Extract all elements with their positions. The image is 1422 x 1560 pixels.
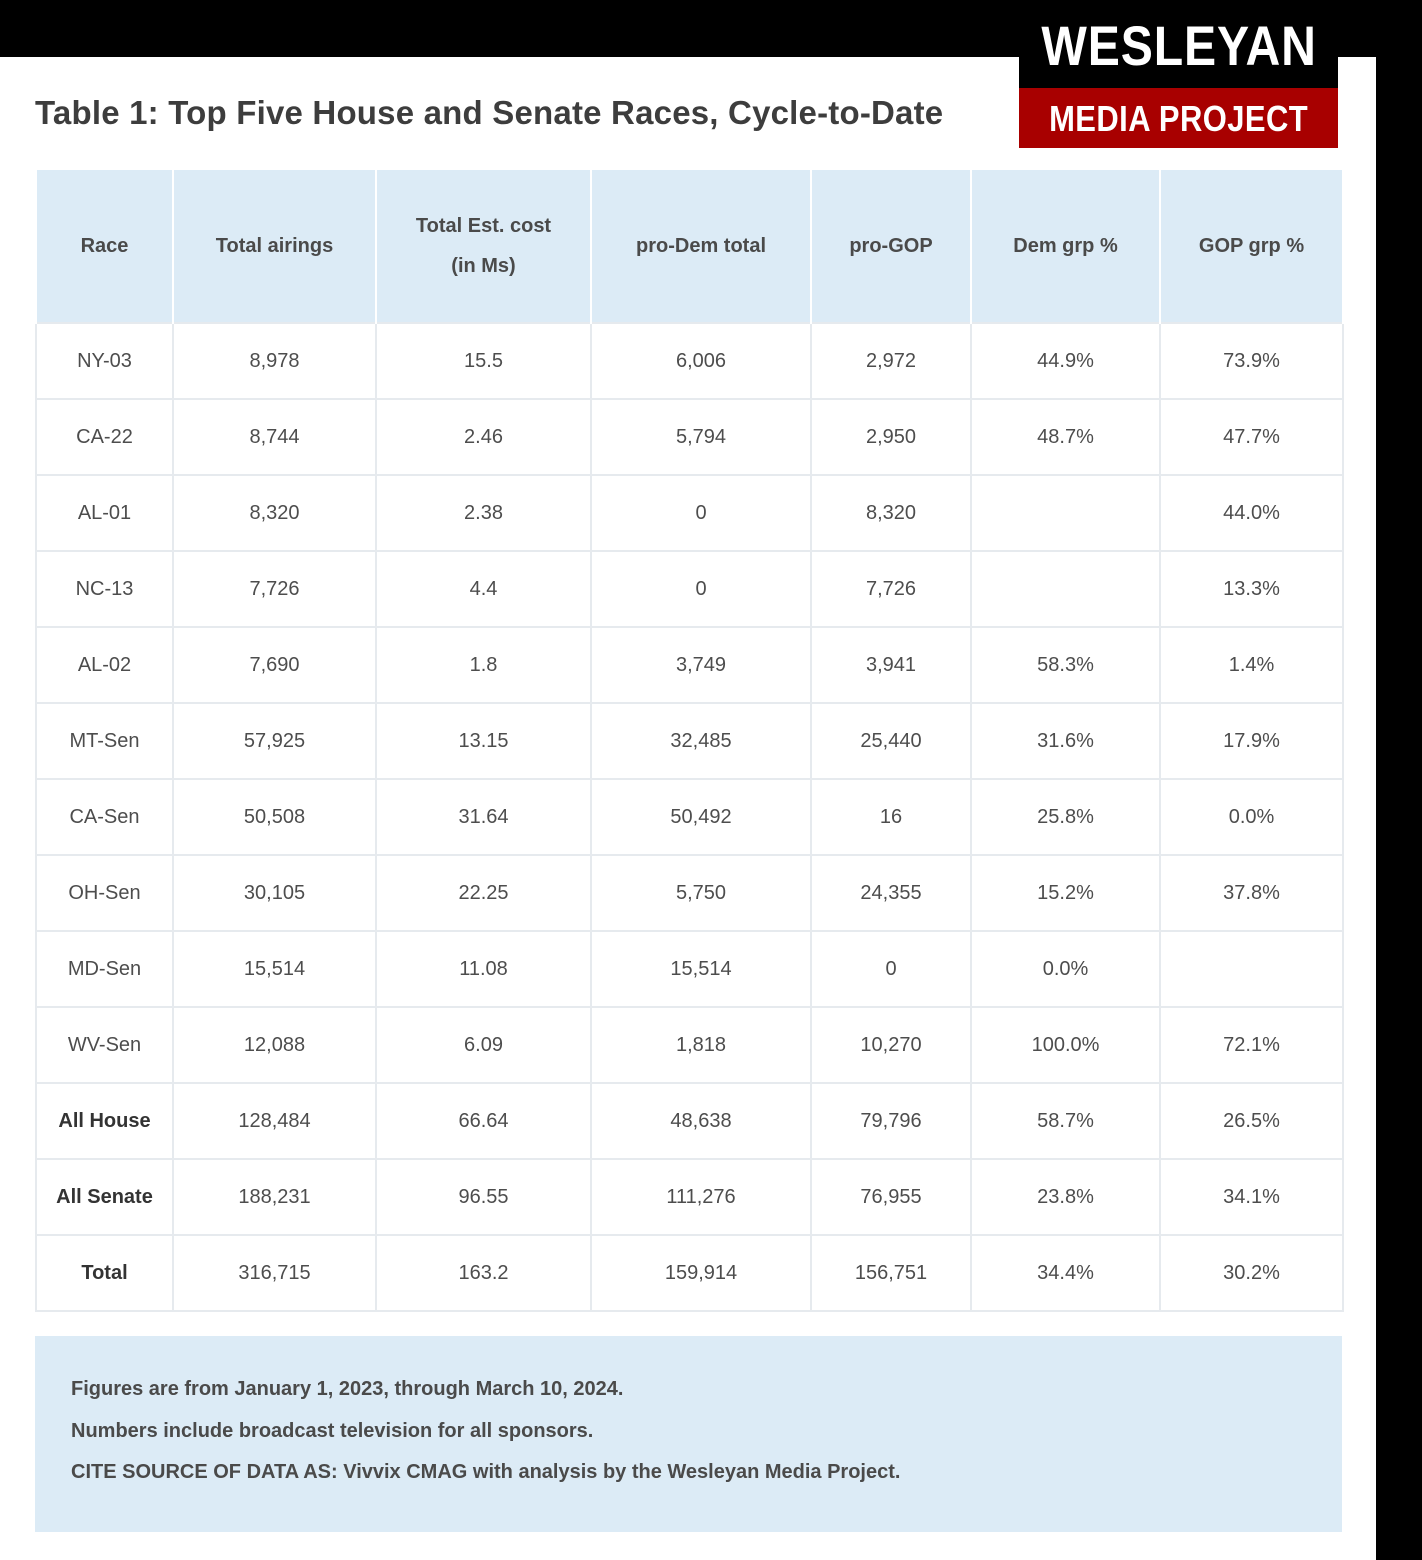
table-cell: 48.7% (971, 399, 1160, 475)
header-pro-gop: pro-GOP (811, 170, 971, 323)
race-cell: All House (36, 1083, 173, 1159)
table-cell: 6.09 (376, 1007, 591, 1083)
table-cell: 159,914 (591, 1235, 811, 1311)
table-cell: 13.15 (376, 703, 591, 779)
table-cell: 111,276 (591, 1159, 811, 1235)
race-cell: AL-01 (36, 475, 173, 551)
table-cell: 1.4% (1160, 627, 1343, 703)
race-cell: Total (36, 1235, 173, 1311)
race-cell: CA-22 (36, 399, 173, 475)
right-black-bar (1376, 0, 1422, 1560)
table-cell: 34.1% (1160, 1159, 1343, 1235)
table-cell (971, 475, 1160, 551)
table-cell: 7,690 (173, 627, 376, 703)
table-cell: 15.2% (971, 855, 1160, 931)
table-cell: 66.64 (376, 1083, 591, 1159)
table-cell: 188,231 (173, 1159, 376, 1235)
table-cell: 156,751 (811, 1235, 971, 1311)
header-pro-dem-total: pro-Dem total (591, 170, 811, 323)
logo-wordmark-bottom (1019, 88, 1338, 148)
table-cell: 31.6% (971, 703, 1160, 779)
table-cell: 0 (811, 931, 971, 1007)
table-cell: 0 (591, 551, 811, 627)
logo-wordmark-top (1019, 0, 1338, 88)
table-cell: 0.0% (1160, 779, 1343, 855)
table-cell: 26.5% (1160, 1083, 1343, 1159)
table-cell: 8,320 (811, 475, 971, 551)
table-cell: 15,514 (173, 931, 376, 1007)
table-row (36, 1083, 1343, 1159)
table-cell: 8,978 (173, 323, 376, 399)
table-row (36, 1159, 1343, 1235)
table-cell: 73.9% (1160, 323, 1343, 399)
table-cell: 37.8% (1160, 855, 1343, 931)
table-cell: 50,492 (591, 779, 811, 855)
table-cell: 8,744 (173, 399, 376, 475)
table-body (36, 323, 1343, 1311)
table-cell: 7,726 (811, 551, 971, 627)
table-cell: 30.2% (1160, 1235, 1343, 1311)
table-cell: 48,638 (591, 1083, 811, 1159)
race-cell: AL-02 (36, 627, 173, 703)
footnote-citation: CITE SOURCE OF DATA AS: Vivvix CMAG with analysis by the Wesleyan Media Project. (71, 1461, 901, 1483)
table-row (36, 855, 1343, 931)
wesleyan-media-project-logo (1019, 0, 1338, 148)
race-cell: NY-03 (36, 323, 173, 399)
table-cell: 30,105 (173, 855, 376, 931)
table-title: Table 1: Top Five House and Senate Races, Cycle-to-Date (35, 94, 944, 131)
table-cell: 8,320 (173, 475, 376, 551)
table-cell: 5,794 (591, 399, 811, 475)
table-footer (35, 1336, 1342, 1532)
table-cell: 22.25 (376, 855, 591, 931)
race-cell: NC-13 (36, 551, 173, 627)
table-row (36, 551, 1343, 627)
race-cell: WV-Sen (36, 1007, 173, 1083)
table-cell: 3,941 (811, 627, 971, 703)
table-cell: 34.4% (971, 1235, 1160, 1311)
table-cell: 4.4 (376, 551, 591, 627)
table-cell: 16 (811, 779, 971, 855)
table-cell: 6,006 (591, 323, 811, 399)
table-row (36, 399, 1343, 475)
table-row (36, 1235, 1343, 1311)
races-table (35, 170, 1344, 1312)
table-cell: 47.7% (1160, 399, 1343, 475)
header-total-est-cost: Total Est. cost (in Ms) (376, 170, 591, 323)
table-cell: 5,750 (591, 855, 811, 931)
footnote-broadcast: Numbers include broadcast television for all sponsors. (71, 1420, 594, 1442)
table-cell: 15.5 (376, 323, 591, 399)
header-race: Race (36, 170, 173, 323)
table-header-row (36, 170, 1343, 323)
table-cell: 7,726 (173, 551, 376, 627)
race-cell: All Senate (36, 1159, 173, 1235)
table-cell: 31.64 (376, 779, 591, 855)
footnote-date-range: Figures are from January 1, 2023, through March 10, 2024. (71, 1378, 624, 1400)
table-row (36, 627, 1343, 703)
table-cell (1160, 931, 1343, 1007)
table-row (36, 1007, 1343, 1083)
table-cell: 1.8 (376, 627, 591, 703)
race-cell: MD-Sen (36, 931, 173, 1007)
table-cell: 0.0% (971, 931, 1160, 1007)
table-row (36, 779, 1343, 855)
table-cell: 23.8% (971, 1159, 1160, 1235)
table-cell: 2,950 (811, 399, 971, 475)
table-cell: 32,485 (591, 703, 811, 779)
table-cell: 44.9% (971, 323, 1160, 399)
table-cell: 25,440 (811, 703, 971, 779)
logo-top-text: WESLEYAN (1041, 14, 1317, 77)
table-cell: 57,925 (173, 703, 376, 779)
table-cell: 2.46 (376, 399, 591, 475)
table-cell: 58.7% (971, 1083, 1160, 1159)
table-cell: 50,508 (173, 779, 376, 855)
race-cell: MT-Sen (36, 703, 173, 779)
table-cell: 15,514 (591, 931, 811, 1007)
table-row (36, 323, 1343, 399)
table-cell (971, 551, 1160, 627)
table-cell: 11.08 (376, 931, 591, 1007)
table-cell: 96.55 (376, 1159, 591, 1235)
table-cell: 76,955 (811, 1159, 971, 1235)
table-cell: 44.0% (1160, 475, 1343, 551)
table-row (36, 703, 1343, 779)
header-total-airings: Total airings (173, 170, 376, 323)
race-cell: OH-Sen (36, 855, 173, 931)
header-dem-grp-pct: Dem grp % (971, 170, 1160, 323)
logo-bottom-text: MEDIA PROJECT (1048, 98, 1309, 139)
table-cell: 17.9% (1160, 703, 1343, 779)
table-cell: 10,270 (811, 1007, 971, 1083)
table-cell: 1,818 (591, 1007, 811, 1083)
header-gop-grp-pct: GOP grp % (1160, 170, 1343, 323)
table-cell: 100.0% (971, 1007, 1160, 1083)
table-cell: 24,355 (811, 855, 971, 931)
race-cell: CA-Sen (36, 779, 173, 855)
table-row (36, 475, 1343, 551)
table-cell: 316,715 (173, 1235, 376, 1311)
table-cell: 163.2 (376, 1235, 591, 1311)
table-cell: 2.38 (376, 475, 591, 551)
table-cell: 58.3% (971, 627, 1160, 703)
table-cell: 3,749 (591, 627, 811, 703)
table-cell: 79,796 (811, 1083, 971, 1159)
table-cell: 12,088 (173, 1007, 376, 1083)
table-row (36, 931, 1343, 1007)
table-cell: 25.8% (971, 779, 1160, 855)
table-cell: 2,972 (811, 323, 971, 399)
table-cell: 72.1% (1160, 1007, 1343, 1083)
table-cell: 13.3% (1160, 551, 1343, 627)
table-cell: 0 (591, 475, 811, 551)
table-cell: 128,484 (173, 1083, 376, 1159)
